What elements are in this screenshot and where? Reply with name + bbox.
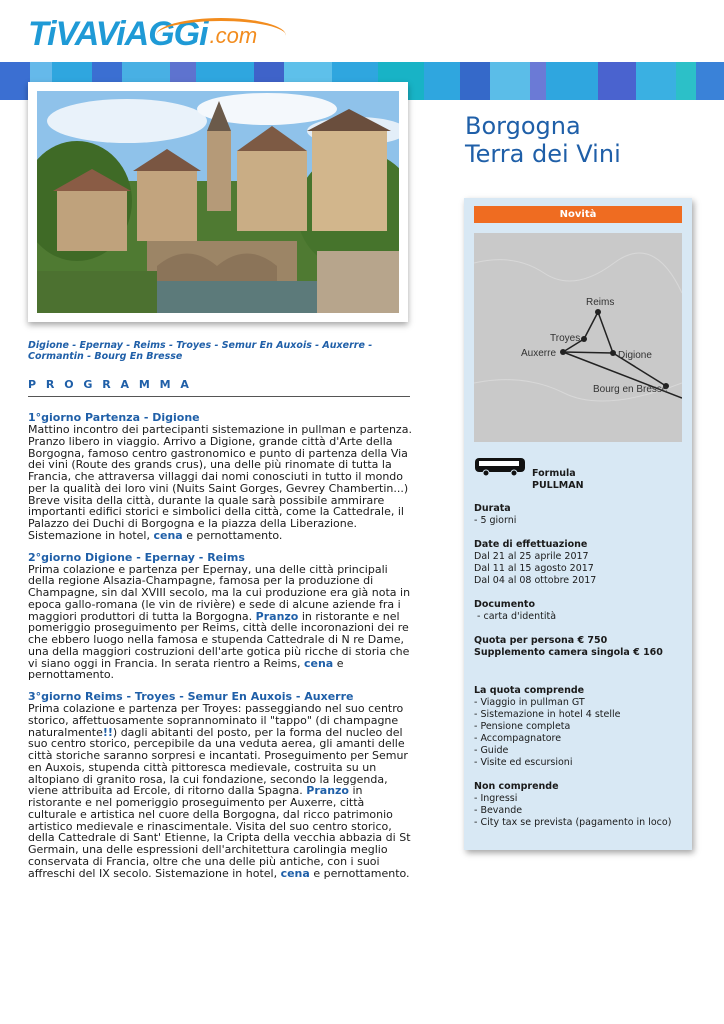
map-label-auxerre: Auxerre: [521, 348, 557, 359]
durata-block: [474, 503, 688, 527]
non-comprende-item: - City tax se prevista (pagamento in loco): [474, 817, 672, 828]
quota-price: Quota per persona € 750: [474, 635, 608, 646]
route-itinerary: Digione - Epernay - Reims - Troyes - Semur En Auxois - Auxerre - Cormantin - Bourg En Bresse: [28, 340, 373, 362]
logo-domain: .com: [209, 23, 258, 48]
formula-info: [532, 468, 584, 492]
day-highlight: cena: [303, 656, 334, 670]
comprende-item: - Guide: [474, 745, 509, 756]
date-label: Date di effettuazione: [474, 539, 588, 550]
photo-frame: [28, 82, 408, 322]
comprende-item: - Viaggio in pullman GT: [474, 697, 585, 708]
non-comprende-item: - Ingressi: [474, 793, 518, 804]
title-line-1: Borgogna: [465, 112, 581, 140]
day-2: [28, 552, 414, 682]
page-title: [465, 112, 621, 168]
title-line-2: Terra dei Vini: [465, 140, 621, 168]
programma-divider: [28, 396, 410, 397]
day-highlight: cena: [153, 528, 183, 542]
map-label-reims: Reims: [586, 297, 615, 308]
day-text-part: Prima colazione e partenza per Troyes: passeggiando nel suo centro storico, affettuosamente soprannominato il "tappo" (di champagne naturalmente: [28, 702, 404, 739]
route-map: [474, 233, 682, 442]
programma-heading: P R O G R A M M A: [28, 378, 192, 391]
itinerary-days: [28, 412, 414, 889]
comprende-item: - Sistemazione in hotel 4 stelle: [474, 709, 621, 720]
day-heading: 2°giorno Digione - Epernay - Reims: [28, 550, 245, 564]
comprende-item: - Pensione completa: [474, 721, 571, 732]
comprende-label: La quota comprende: [474, 685, 585, 696]
date-item: Dal 04 al 08 ottobre 2017: [474, 575, 597, 586]
day-heading: 3°giorno Reims - Troyes - Semur En Auxois - Auxerre: [28, 690, 354, 703]
non-comprende-label: Non comprende: [474, 781, 559, 792]
day-text-part: e pernottamento.: [28, 656, 344, 682]
comprende-block: [474, 685, 688, 769]
day-text-part: in ristorante e nel pomeriggio proseguimento per Reims, città delle incoronazioni dei re che ebbero luogo nella famosa e stupenda Cattedrale di N re Dame, una della maggiori costruzioni dell'arte gotica più ricche di storia che vi siano oggi in Francia. In serata rientro a Reims,: [28, 609, 410, 670]
durata-label: Durata: [474, 503, 511, 514]
non-comprende-block: [474, 781, 688, 829]
supplemento-price: Supplemento camera singola € 160: [474, 647, 663, 658]
map-label-troyes: Troyes: [550, 333, 581, 344]
day-highlight: cena: [280, 866, 310, 880]
durata-value: - 5 giorni: [474, 515, 517, 526]
logo-swoosh: [156, 18, 286, 53]
documento-block: [474, 599, 688, 623]
bus-icon: [474, 456, 528, 482]
day-text: [28, 703, 414, 879]
formula-value: PULLMAN: [532, 480, 584, 491]
map-label-bourg: Bourg en Bresse: [593, 384, 668, 395]
map-label-digione: Digione: [618, 350, 652, 361]
documento-label: Documento: [474, 599, 535, 610]
day-highlight: Pranzo: [306, 784, 349, 798]
formula-label: Formula: [532, 468, 576, 479]
day-text-part: in ristorante e nel pomeriggio proseguimento per Auxerre, città culturale e artistica nel cuore della Borgogna, dal ricco patrimonio artistico medievale e rinascimentale. Visita del suo centro storico, della Cattedrale di Sant' Etienne, la Cripta della vecchia abbazia di St Germain, una delle espressioni dell'architettura carolingia meglio conservata di Francia, oltre che una delle più antiche, con i suoi affreschi del IX secolo. Sistemazione in hotel,: [28, 784, 411, 880]
date-block: [474, 539, 688, 587]
documento-value: - carta d'identità: [474, 611, 557, 622]
day-3: [28, 691, 414, 879]
logo-text: TiVAViAGGi: [28, 15, 208, 53]
day-text-part: Prima colazione e partenza per Epernay, una delle città principali della regione Alsazia-Champagne, famosa per la produzione di Champagne, sin dal XVIII secolo, ma la cui produzione era già nota in epoca gallo-romana (le vin de rivière) e sede di alcune aziende fra i maggiori produttori di tutta la Borgogna.: [28, 562, 411, 623]
day-text-part: e pernottamento.: [309, 866, 410, 880]
date-item: Dal 11 al 15 agosto 2017: [474, 563, 594, 574]
day-highlight: Pranzo: [255, 609, 299, 623]
day-text: [28, 564, 414, 682]
date-item: Dal 21 al 25 aprile 2017: [474, 551, 589, 562]
day-text: [28, 424, 414, 542]
day-highlight: !!: [102, 725, 113, 739]
day-text-part: Mattino incontro dei partecipanti sistemazione in pullman e partenza. Pranzo libero in viaggio. Arrivo a Digione, grande città d'Arte della Borgogna, famoso centro gastronomico e punto di partenza della Via dei vini (Route des grands crus), una delle più rinomate di tutta la Francia, che attraversa villaggi dai nomi conosciuti in tutto il mondo per la qualità dei loro vini (Nuits Saint Gorges, Gevrey Chambertin...) Breve visita della città, durante la quale sarà possibile ammirare importanti edifici storici e simbolici della città, come la Cattedrale, il Palazzo dei Duchi di Borgogna e la piazza della Liberazione. Sistemazione in hotel,: [28, 423, 412, 542]
info-sidebar: [464, 198, 692, 850]
price-block: [474, 635, 688, 659]
day-1: [28, 412, 414, 542]
non-comprende-item: - Bevande: [474, 805, 523, 816]
day-heading: 1°giorno Partenza - Digione: [28, 411, 200, 424]
day-text-part: e pernottamento.: [182, 528, 283, 542]
novita-badge: Novità: [474, 206, 682, 223]
day-text-part: ) dagli abitanti del posto, per la forma del nucleo del suo centro storico, percepibile da una veduta aerea, gli amanti delle città storiche saranno sorpresi e incantati. Proseguimento per Semur en Auxois, stupenda città pittoresca medievale, costruita su un altopiano di granito rosa, la cui fondazione, secondo la leggenda, viene attribuita ad Ercole, di ritorno dalla Spagna.: [28, 725, 408, 798]
town-photo: [37, 91, 399, 313]
comprende-item: - Accompagnatore: [474, 733, 562, 744]
comprende-item: - Visite ed escursioni: [474, 757, 573, 768]
brand-logo[interactable]: [28, 10, 257, 54]
trip-details: [474, 503, 688, 841]
